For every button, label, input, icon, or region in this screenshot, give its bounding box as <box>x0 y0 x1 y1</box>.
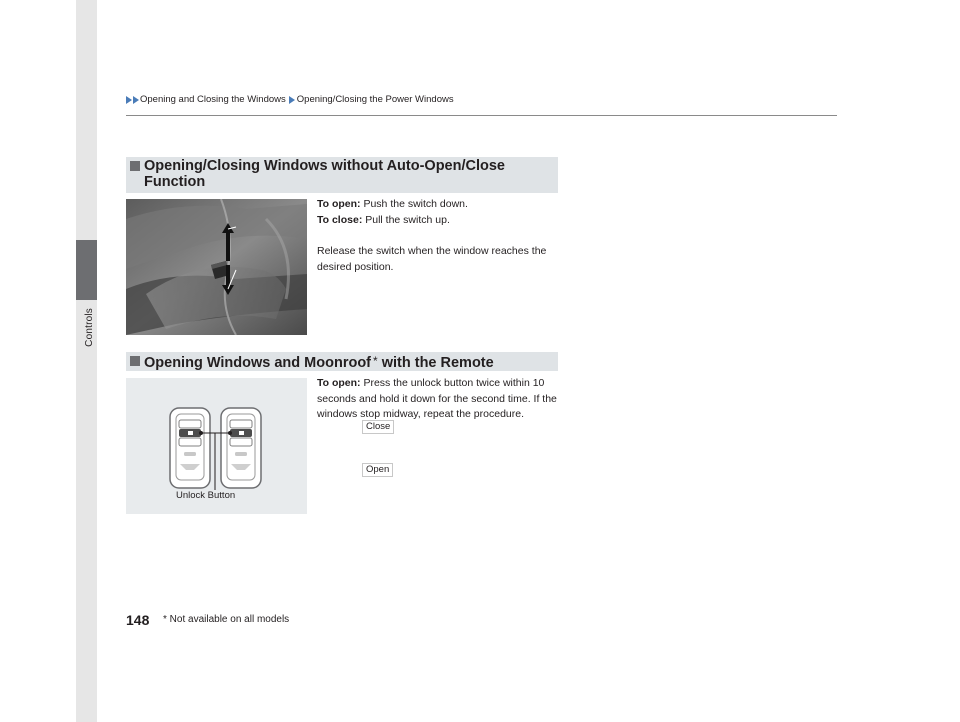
open-label: To open: <box>317 198 361 210</box>
open-text: Push the switch down. <box>363 198 468 210</box>
remote-illustration <box>126 378 307 514</box>
section-square-icon <box>130 356 140 366</box>
section-title-suffix: with the Remote <box>377 355 494 371</box>
close-text: Pull the switch up. <box>365 213 450 226</box>
footnote: * Not available on all models <box>163 614 290 625</box>
open-label: To open: <box>317 377 361 389</box>
section-header-no-auto <box>126 157 558 193</box>
release-text: Release the switch when the window reaches the desired position. <box>317 245 547 273</box>
header-rule <box>126 115 837 116</box>
section2-body <box>317 376 567 423</box>
section-square-icon <box>130 161 140 171</box>
breadcrumb <box>126 94 454 105</box>
close-label: To close: <box>317 213 363 226</box>
side-tab <box>76 0 97 722</box>
breadcrumb-arrow-icon <box>289 96 295 104</box>
section1-body <box>317 197 567 275</box>
section-header-remote <box>126 352 558 371</box>
unlock-button-callout: Unlock Button <box>176 490 236 501</box>
open-callout: Open <box>362 463 393 477</box>
close-callout: Close <box>362 420 394 434</box>
open-text: Press the unlock button twice within 10 seconds and hold it down for the second time. If the windows stop midway, repeat the procedure. <box>317 377 557 420</box>
breadcrumb-arrow-icon <box>126 96 132 104</box>
section-title: Opening/Closing Windows without Auto-Open/Close Function <box>144 158 505 190</box>
breadcrumb-item[interactable]: Opening/Closing the Power Windows <box>296 94 454 105</box>
asterisk-marker: * <box>373 354 378 368</box>
side-tab-marker <box>76 240 97 300</box>
section-title: Opening Windows and Moonroof <box>144 355 372 371</box>
side-tab-label: Controls <box>84 308 95 347</box>
breadcrumb-arrow-icon <box>133 96 139 104</box>
breadcrumb-item[interactable]: Opening and Closing the Windows <box>140 94 286 105</box>
page-number: 148 <box>126 612 150 628</box>
